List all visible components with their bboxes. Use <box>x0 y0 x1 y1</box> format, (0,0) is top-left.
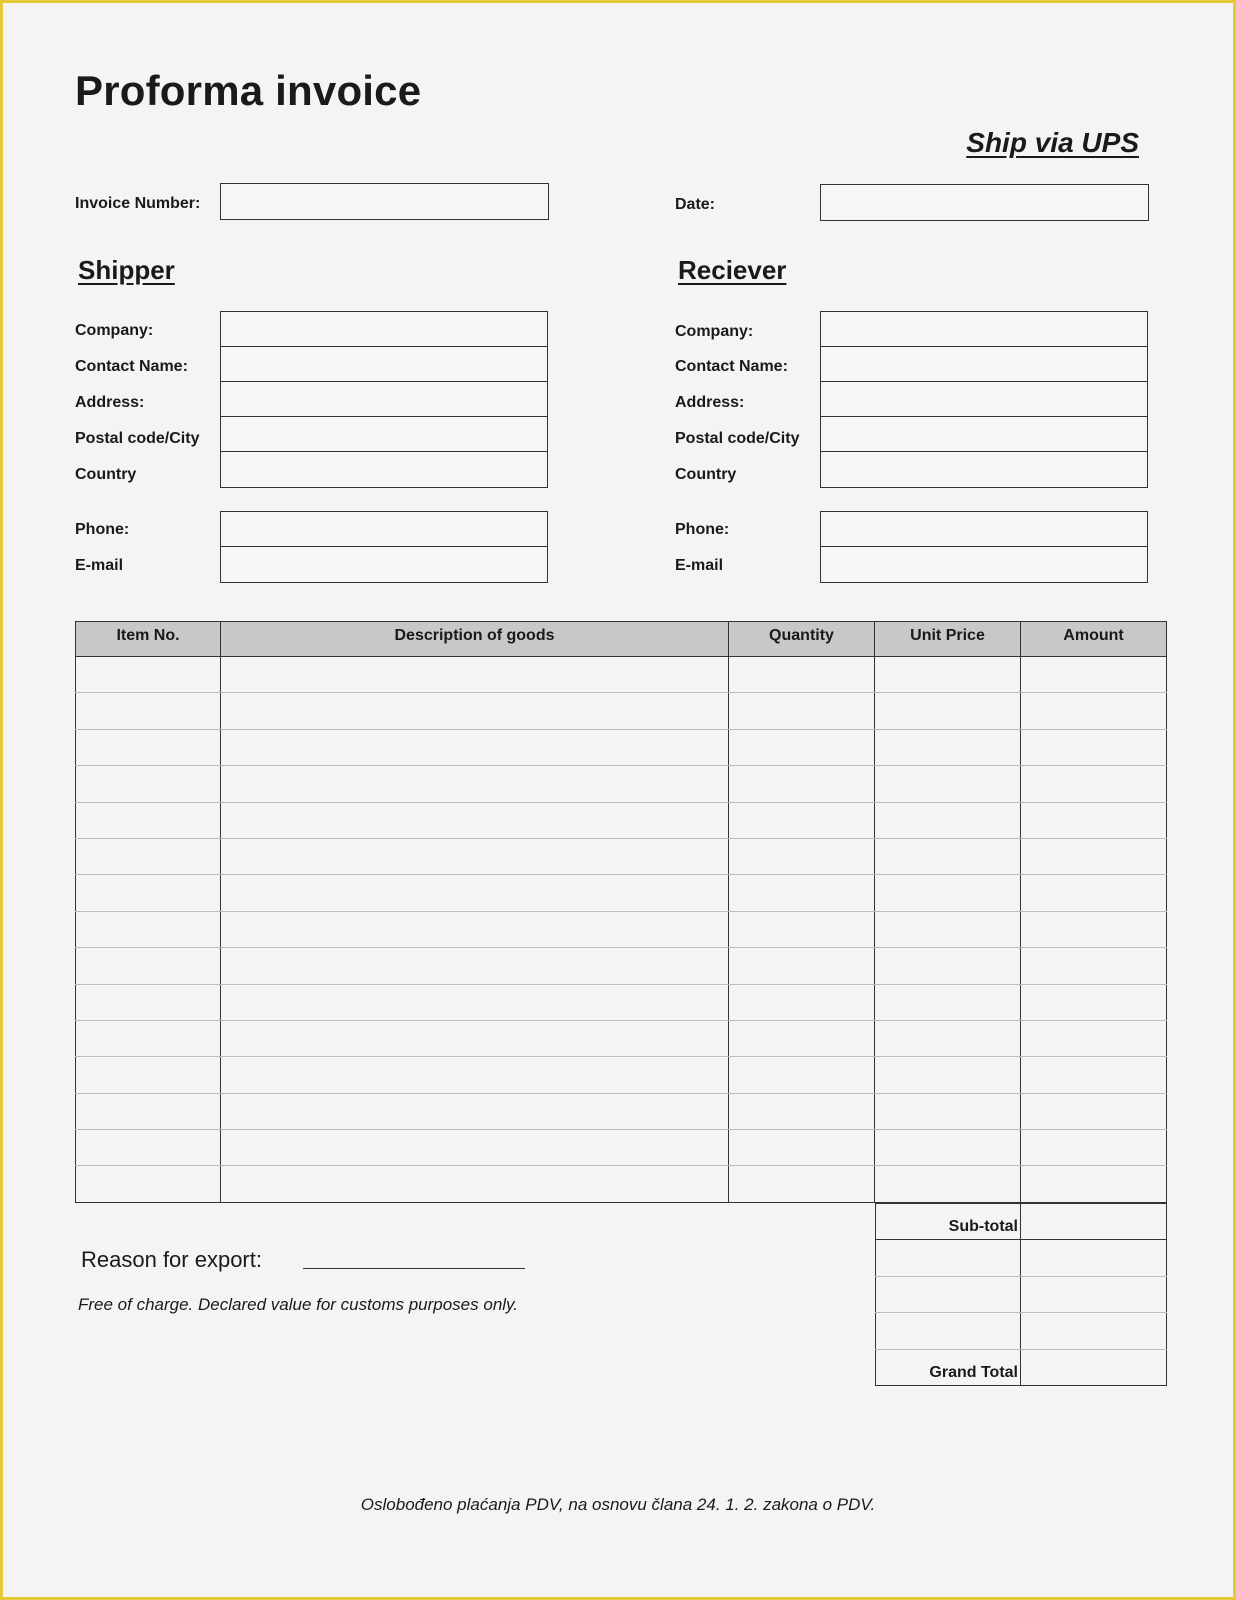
cell-unit-price[interactable] <box>875 802 1021 838</box>
cell-amount[interactable] <box>1021 729 1167 765</box>
cell-amount[interactable] <box>1021 693 1167 729</box>
cell-amount[interactable] <box>1021 875 1167 911</box>
cell-description[interactable] <box>221 838 729 874</box>
receiver-phone-label: Phone: <box>675 521 730 538</box>
table-row <box>76 948 1167 984</box>
cell-item-no[interactable] <box>76 875 221 911</box>
customs-note: Free of charge. Declared value for customs purposes only. <box>78 1295 519 1314</box>
receiver-heading: Reciever <box>678 255 787 285</box>
grand-total-field[interactable] <box>1021 1349 1167 1385</box>
cell-unit-price[interactable] <box>875 657 1021 693</box>
cell-description[interactable] <box>221 1093 729 1129</box>
shipper-postal-label: Postal code/City <box>75 430 200 447</box>
receiver-email-label: E-mail <box>675 557 724 574</box>
table-row <box>76 838 1167 874</box>
cell-amount[interactable] <box>1021 766 1167 802</box>
shipper-phone-field[interactable] <box>221 512 547 547</box>
cell-item-no[interactable] <box>76 1166 221 1202</box>
table-row <box>76 875 1167 911</box>
table-row <box>76 693 1167 729</box>
cell-quantity[interactable] <box>729 1057 875 1093</box>
receiver-contact-fields <box>820 511 1148 583</box>
cell-quantity[interactable] <box>729 911 875 947</box>
shipper-address-field[interactable] <box>221 382 547 417</box>
cell-unit-price[interactable] <box>875 1057 1021 1093</box>
shipper-email-label: E-mail <box>75 557 124 574</box>
receiver-country-label: Country <box>675 466 737 483</box>
table-row <box>76 1057 1167 1093</box>
cell-quantity[interactable] <box>729 1020 875 1056</box>
subtotal-field[interactable] <box>1021 1204 1167 1240</box>
totals-value-cell[interactable] <box>1021 1240 1167 1276</box>
column-header-amount: Amount <box>1021 622 1167 657</box>
cell-unit-price[interactable] <box>875 838 1021 874</box>
totals-row <box>876 1276 1167 1312</box>
cell-item-no[interactable] <box>76 657 221 693</box>
totals-table <box>875 1203 1167 1386</box>
reason-for-export-label: Reason for export: <box>81 1247 262 1272</box>
totals-row <box>876 1313 1167 1349</box>
ship-via-label: Ship via UPS <box>966 127 1139 158</box>
receiver-email-field[interactable] <box>821 547 1147 582</box>
page-title: Proforma invoice <box>75 67 422 114</box>
cell-quantity[interactable] <box>729 1166 875 1202</box>
receiver-address-field[interactable] <box>821 382 1147 417</box>
shipper-country-label: Country <box>75 466 137 483</box>
shipper-company-label: Company: <box>75 322 154 339</box>
table-row <box>76 657 1167 693</box>
cell-quantity[interactable] <box>729 693 875 729</box>
date-label: Date: <box>675 196 716 213</box>
cell-amount[interactable] <box>1021 1130 1167 1166</box>
receiver-postal-label: Postal code/City <box>675 430 800 447</box>
cell-item-no[interactable] <box>76 1130 221 1166</box>
cell-quantity[interactable] <box>729 984 875 1020</box>
cell-description[interactable] <box>221 802 729 838</box>
shipper-address-fields <box>220 311 548 488</box>
grand-total-row <box>876 1349 1167 1385</box>
footer-note: Oslobođeno plaćanja PDV, na osnovu člana 24. 1. 2. zakona o PDV. <box>360 1495 876 1514</box>
cell-item-no[interactable] <box>76 693 221 729</box>
cell-amount[interactable] <box>1021 911 1167 947</box>
cell-amount[interactable] <box>1021 1057 1167 1093</box>
cell-description[interactable] <box>221 1166 729 1202</box>
cell-amount[interactable] <box>1021 1166 1167 1202</box>
table-row <box>76 1130 1167 1166</box>
cell-item-no[interactable] <box>76 948 221 984</box>
cell-unit-price[interactable] <box>875 1020 1021 1056</box>
cell-quantity[interactable] <box>729 802 875 838</box>
cell-description[interactable] <box>221 729 729 765</box>
cell-item-no[interactable] <box>76 802 221 838</box>
shipper-contact-field[interactable] <box>221 347 547 382</box>
table-row <box>76 984 1167 1020</box>
subtotal-row <box>876 1204 1167 1240</box>
receiver-country-field[interactable] <box>821 452 1147 487</box>
receiver-contact-field[interactable] <box>821 347 1147 382</box>
receiver-contact-label: Contact Name: <box>675 358 788 375</box>
table-row <box>76 766 1167 802</box>
cell-unit-price[interactable] <box>875 729 1021 765</box>
receiver-company-label: Company: <box>675 323 754 340</box>
cell-unit-price[interactable] <box>875 766 1021 802</box>
cell-amount[interactable] <box>1021 1020 1167 1056</box>
shipper-country-field[interactable] <box>221 452 547 487</box>
column-header-unit-price: Unit Price <box>875 622 1021 657</box>
cell-unit-price[interactable] <box>875 875 1021 911</box>
receiver-postal-field[interactable] <box>821 417 1147 452</box>
cell-item-no[interactable] <box>76 766 221 802</box>
cell-unit-price[interactable] <box>875 1130 1021 1166</box>
cell-description[interactable] <box>221 693 729 729</box>
receiver-address-fields <box>820 311 1148 488</box>
items-table-body <box>76 657 1167 1203</box>
cell-unit-price[interactable] <box>875 984 1021 1020</box>
totals-value-cell[interactable] <box>1021 1313 1167 1349</box>
table-row <box>76 802 1167 838</box>
table-row <box>76 911 1167 947</box>
cell-description[interactable] <box>221 984 729 1020</box>
totals-label-cell[interactable] <box>876 1313 1021 1349</box>
totals-value-cell[interactable] <box>1021 1276 1167 1312</box>
shipper-contact-label: Contact Name: <box>75 358 188 375</box>
cell-description[interactable] <box>221 1020 729 1056</box>
shipper-contact-fields <box>220 511 548 583</box>
shipper-postal-field[interactable] <box>221 417 547 452</box>
table-row <box>76 729 1167 765</box>
invoice-number-label: Invoice Number: <box>75 195 201 212</box>
shipper-company-field[interactable] <box>221 312 547 347</box>
shipper-phone-label: Phone: <box>75 521 130 538</box>
cell-item-no[interactable] <box>76 1057 221 1093</box>
cell-quantity[interactable] <box>729 766 875 802</box>
cell-amount[interactable] <box>1021 984 1167 1020</box>
cell-quantity[interactable] <box>729 1093 875 1129</box>
table-row <box>76 1020 1167 1056</box>
column-header-quantity: Quantity <box>729 622 875 657</box>
invoice-number-field[interactable] <box>220 183 549 220</box>
cell-amount[interactable] <box>1021 948 1167 984</box>
cell-description[interactable] <box>221 875 729 911</box>
totals-row <box>876 1240 1167 1276</box>
items-table <box>75 621 1167 1203</box>
cell-item-no[interactable] <box>76 1093 221 1129</box>
cell-quantity[interactable] <box>729 657 875 693</box>
cell-amount[interactable] <box>1021 838 1167 874</box>
cell-description[interactable] <box>221 948 729 984</box>
cell-unit-price[interactable] <box>875 693 1021 729</box>
totals-label-cell[interactable] <box>876 1240 1021 1276</box>
date-field[interactable] <box>820 184 1149 221</box>
cell-description[interactable] <box>221 1130 729 1166</box>
cell-item-no[interactable] <box>76 984 221 1020</box>
cell-unit-price[interactable] <box>875 1166 1021 1202</box>
subtotal-label: Sub-total <box>876 1204 1021 1240</box>
cell-quantity[interactable] <box>729 729 875 765</box>
cell-item-no[interactable] <box>76 1020 221 1056</box>
totals-label-cell[interactable] <box>876 1276 1021 1312</box>
shipper-address-label: Address: <box>75 394 145 411</box>
cell-quantity[interactable] <box>729 875 875 911</box>
items-table-header <box>76 622 1167 657</box>
table-row <box>76 1093 1167 1129</box>
cell-item-no[interactable] <box>76 911 221 947</box>
table-row <box>76 1166 1167 1202</box>
cell-unit-price[interactable] <box>875 1093 1021 1129</box>
shipper-email-field[interactable] <box>221 547 547 582</box>
column-header-description: Description of goods <box>221 622 729 657</box>
receiver-company-field[interactable] <box>821 312 1147 347</box>
cell-amount[interactable] <box>1021 1093 1167 1129</box>
cell-item-no[interactable] <box>76 729 221 765</box>
cell-description[interactable] <box>221 1057 729 1093</box>
cell-quantity[interactable] <box>729 1130 875 1166</box>
reason-for-export-field[interactable] <box>303 1268 525 1269</box>
cell-item-no[interactable] <box>76 838 221 874</box>
shipper-heading: Shipper <box>78 255 175 285</box>
cell-description[interactable] <box>221 657 729 693</box>
receiver-phone-field[interactable] <box>821 512 1147 547</box>
cell-amount[interactable] <box>1021 657 1167 693</box>
cell-description[interactable] <box>221 911 729 947</box>
cell-unit-price[interactable] <box>875 948 1021 984</box>
cell-unit-price[interactable] <box>875 911 1021 947</box>
cell-quantity[interactable] <box>729 838 875 874</box>
receiver-address-label: Address: <box>675 394 745 411</box>
cell-description[interactable] <box>221 766 729 802</box>
grand-total-label: Grand Total <box>876 1349 1021 1385</box>
column-header-item-no: Item No. <box>76 622 221 657</box>
cell-amount[interactable] <box>1021 802 1167 838</box>
cell-quantity[interactable] <box>729 948 875 984</box>
